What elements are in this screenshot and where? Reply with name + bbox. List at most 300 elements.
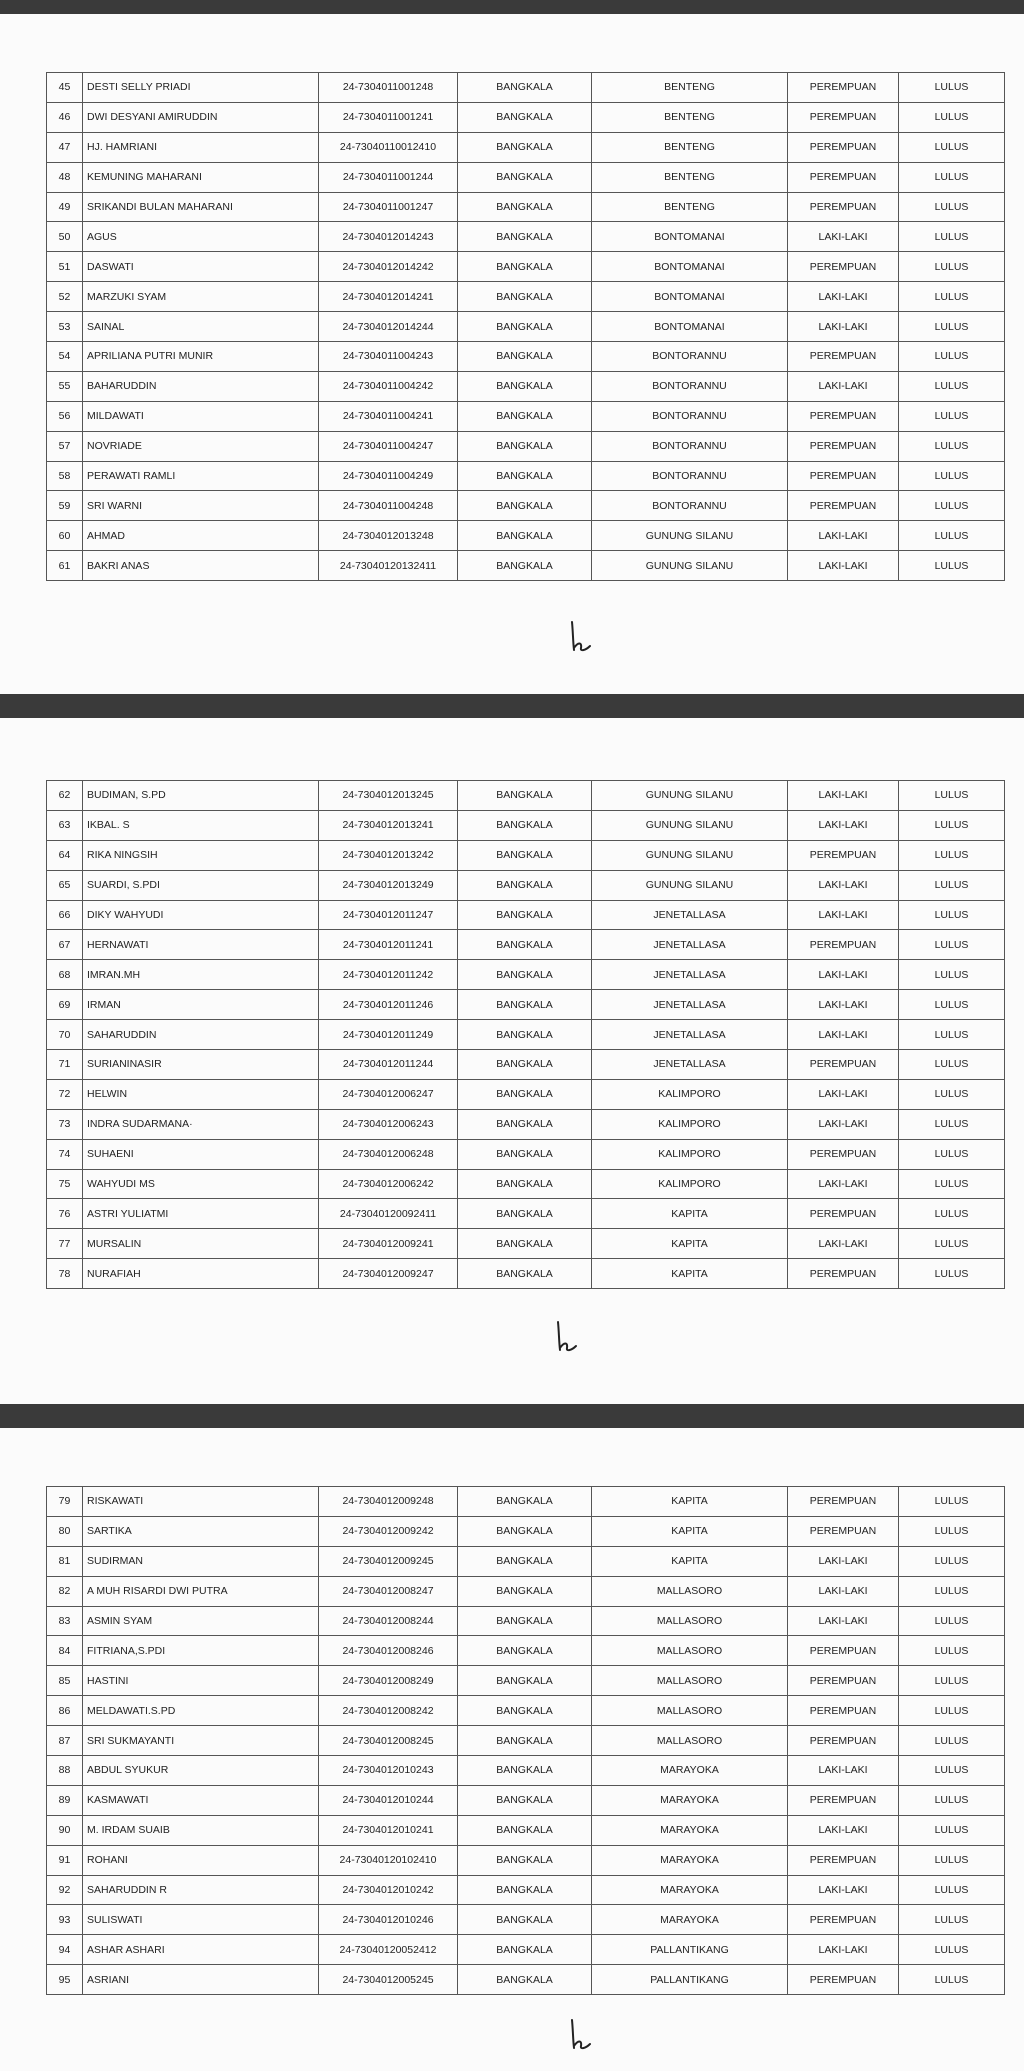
status-cell: LULUS <box>899 1636 1005 1666</box>
gender-cell: PEREMPUAN <box>788 342 899 372</box>
table-row <box>47 1050 1005 1080</box>
table-row <box>47 930 1005 960</box>
participant-name: MILDAWATI <box>83 401 319 431</box>
gender-cell: PEREMPUAN <box>788 1636 899 1666</box>
gender-cell: PEREMPUAN <box>788 1199 899 1229</box>
registration-number: 24-7304012006243 <box>319 1109 458 1139</box>
row-number: 87 <box>47 1726 83 1756</box>
district-cell: BANGKALA <box>458 162 592 192</box>
district-cell: BANGKALA <box>458 1199 592 1229</box>
gender-cell: LAKI-LAKI <box>788 990 899 1020</box>
participant-name: MARZUKI SYAM <box>83 282 319 312</box>
participant-name: WAHYUDI MS <box>83 1169 319 1199</box>
participant-name: RIKA NINGSIH <box>83 840 319 870</box>
row-number: 80 <box>47 1516 83 1546</box>
registration-number: 24-7304012008247 <box>319 1576 458 1606</box>
district-cell: BANGKALA <box>458 1636 592 1666</box>
table-row <box>47 1965 1005 1995</box>
status-cell: LULUS <box>899 1546 1005 1576</box>
row-number: 73 <box>47 1109 83 1139</box>
district-cell: BANGKALA <box>458 431 592 461</box>
registration-number: 24-7304012008246 <box>319 1636 458 1666</box>
status-cell: LULUS <box>899 930 1005 960</box>
table-row <box>47 431 1005 461</box>
table-row <box>47 990 1005 1020</box>
village-cell: BENTENG <box>592 73 788 103</box>
registration-number: 24-7304012014241 <box>319 282 458 312</box>
village-cell: MARAYOKA <box>592 1905 788 1935</box>
table-row <box>47 162 1005 192</box>
participant-name: AHMAD <box>83 521 319 551</box>
participant-table-body <box>47 73 1005 581</box>
registration-number: 24-7304012009245 <box>319 1546 458 1576</box>
registration-number: 24-7304012009242 <box>319 1516 458 1546</box>
status-cell: LULUS <box>899 870 1005 900</box>
status-cell: LULUS <box>899 431 1005 461</box>
registration-number: 24-7304011004242 <box>319 371 458 401</box>
village-cell: BONTORANNU <box>592 401 788 431</box>
status-cell: LULUS <box>899 1050 1005 1080</box>
district-cell: BANGKALA <box>458 1905 592 1935</box>
village-cell: KAPITA <box>592 1259 788 1289</box>
district-cell: BANGKALA <box>458 1815 592 1845</box>
district-cell: BANGKALA <box>458 840 592 870</box>
registration-number: 24-7304012014243 <box>319 222 458 252</box>
table-row <box>47 73 1005 103</box>
registration-number: 24-7304011001247 <box>319 192 458 222</box>
participant-name: SUHAENI <box>83 1139 319 1169</box>
row-number: 94 <box>47 1935 83 1965</box>
table-row <box>47 900 1005 930</box>
status-cell: LULUS <box>899 1785 1005 1815</box>
row-number: 91 <box>47 1845 83 1875</box>
status-cell: LULUS <box>899 1905 1005 1935</box>
participant-name: HELWIN <box>83 1079 319 1109</box>
village-cell: BONTORANNU <box>592 371 788 401</box>
village-cell: JENETALLASA <box>592 960 788 990</box>
district-cell: BANGKALA <box>458 1785 592 1815</box>
district-cell: BANGKALA <box>458 960 592 990</box>
participant-name: SRI WARNI <box>83 491 319 521</box>
district-cell: BANGKALA <box>458 1935 592 1965</box>
row-number: 78 <box>47 1259 83 1289</box>
registration-number: 24-7304012010241 <box>319 1815 458 1845</box>
gender-cell: PEREMPUAN <box>788 1845 899 1875</box>
status-cell: LULUS <box>899 1169 1005 1199</box>
district-cell: BANGKALA <box>458 73 592 103</box>
table-row <box>47 1079 1005 1109</box>
registration-number: 24-7304012011246 <box>319 990 458 1020</box>
status-cell: LULUS <box>899 1109 1005 1139</box>
table-row <box>47 1576 1005 1606</box>
gender-cell: PEREMPUAN <box>788 252 899 282</box>
district-cell: BANGKALA <box>458 900 592 930</box>
table-row <box>47 810 1005 840</box>
registration-number: 24-73040120132411 <box>319 551 458 581</box>
gender-cell: LAKI-LAKI <box>788 1169 899 1199</box>
district-cell: BANGKALA <box>458 1696 592 1726</box>
registration-number: 24-7304011004247 <box>319 431 458 461</box>
row-number: 71 <box>47 1050 83 1080</box>
table-row <box>47 371 1005 401</box>
status-cell: LULUS <box>899 102 1005 132</box>
status-cell: LULUS <box>899 1259 1005 1289</box>
status-cell: LULUS <box>899 1606 1005 1636</box>
gender-cell: LAKI-LAKI <box>788 222 899 252</box>
district-cell: BANGKALA <box>458 990 592 1020</box>
row-number: 51 <box>47 252 83 282</box>
row-number: 59 <box>47 491 83 521</box>
participant-name: HASTINI <box>83 1666 319 1696</box>
gender-cell: LAKI-LAKI <box>788 1606 899 1636</box>
district-cell: BANGKALA <box>458 1259 592 1289</box>
participant-name: SRIKANDI BULAN MAHARANI <box>83 192 319 222</box>
table-row <box>47 1875 1005 1905</box>
row-number: 49 <box>47 192 83 222</box>
village-cell: KALIMPORO <box>592 1079 788 1109</box>
district-cell: BANGKALA <box>458 282 592 312</box>
village-cell: MARAYOKA <box>592 1756 788 1786</box>
table-row <box>47 1546 1005 1576</box>
village-cell: BONTOMANAI <box>592 222 788 252</box>
registration-number: 24-7304011001244 <box>319 162 458 192</box>
village-cell: BENTENG <box>592 162 788 192</box>
participant-name: APRILIANA PUTRI MUNIR <box>83 342 319 372</box>
status-cell: LULUS <box>899 192 1005 222</box>
gender-cell: PEREMPUAN <box>788 1696 899 1726</box>
registration-number: 24-73040110012410 <box>319 132 458 162</box>
row-number: 65 <box>47 870 83 900</box>
district-cell: BANGKALA <box>458 1576 592 1606</box>
table-row <box>47 282 1005 312</box>
village-cell: BONTORANNU <box>592 461 788 491</box>
gender-cell: LAKI-LAKI <box>788 1576 899 1606</box>
status-cell: LULUS <box>899 1229 1005 1259</box>
gender-cell: PEREMPUAN <box>788 1050 899 1080</box>
registration-number: 24-7304012013242 <box>319 840 458 870</box>
participant-name: NOVRIADE <box>83 431 319 461</box>
table-row <box>47 312 1005 342</box>
gender-cell: PEREMPUAN <box>788 1905 899 1935</box>
village-cell: MARAYOKA <box>592 1815 788 1845</box>
status-cell: LULUS <box>899 162 1005 192</box>
registration-number: 24-7304012013245 <box>319 781 458 811</box>
status-cell: LULUS <box>899 1576 1005 1606</box>
status-cell: LULUS <box>899 312 1005 342</box>
row-number: 52 <box>47 282 83 312</box>
table-row <box>47 1666 1005 1696</box>
status-cell: LULUS <box>899 551 1005 581</box>
registration-number: 24-7304012008244 <box>319 1606 458 1636</box>
district-cell: BANGKALA <box>458 1666 592 1696</box>
status-cell: LULUS <box>899 990 1005 1020</box>
gender-cell: LAKI-LAKI <box>788 781 899 811</box>
gender-cell: LAKI-LAKI <box>788 1020 899 1050</box>
gender-cell: LAKI-LAKI <box>788 1756 899 1786</box>
registration-number: 24-7304011004248 <box>319 491 458 521</box>
row-number: 92 <box>47 1875 83 1905</box>
participant-name: DASWATI <box>83 252 319 282</box>
row-number: 88 <box>47 1756 83 1786</box>
table-row <box>47 1169 1005 1199</box>
village-cell: KALIMPORO <box>592 1109 788 1139</box>
participant-name: SAHARUDDIN R <box>83 1875 319 1905</box>
participant-table-body <box>47 781 1005 1289</box>
table-row <box>47 1199 1005 1229</box>
row-number: 45 <box>47 73 83 103</box>
participant-name: RISKAWATI <box>83 1487 319 1517</box>
district-cell: BANGKALA <box>458 1606 592 1636</box>
village-cell: GUNUNG SILANU <box>592 521 788 551</box>
gender-cell: LAKI-LAKI <box>788 1935 899 1965</box>
row-number: 90 <box>47 1815 83 1845</box>
district-cell: BANGKALA <box>458 1487 592 1517</box>
row-number: 68 <box>47 960 83 990</box>
gender-cell: LAKI-LAKI <box>788 1079 899 1109</box>
participant-name: M. IRDAM SUAIB <box>83 1815 319 1845</box>
status-cell: LULUS <box>899 342 1005 372</box>
village-cell: GUNUNG SILANU <box>592 810 788 840</box>
row-number: 58 <box>47 461 83 491</box>
registration-number: 24-7304012006248 <box>319 1139 458 1169</box>
registration-number: 24-7304012013241 <box>319 810 458 840</box>
participant-table <box>46 1486 1005 1995</box>
participant-name: DWI DESYANI AMIRUDDIN <box>83 102 319 132</box>
gender-cell: PEREMPUAN <box>788 1487 899 1517</box>
status-cell: LULUS <box>899 810 1005 840</box>
village-cell: BONTOMANAI <box>592 282 788 312</box>
village-cell: MALLASORO <box>592 1666 788 1696</box>
status-cell: LULUS <box>899 1516 1005 1546</box>
village-cell: BENTENG <box>592 132 788 162</box>
village-cell: BONTOMANAI <box>592 252 788 282</box>
table-row <box>47 1726 1005 1756</box>
paraf-initial-mark <box>566 2018 596 2052</box>
participant-name: IKBAL. S <box>83 810 319 840</box>
table-row <box>47 491 1005 521</box>
table-row <box>47 1516 1005 1546</box>
registration-number: 24-7304012009247 <box>319 1259 458 1289</box>
district-cell: BANGKALA <box>458 461 592 491</box>
district-cell: BANGKALA <box>458 551 592 581</box>
village-cell: MARAYOKA <box>592 1785 788 1815</box>
table-row <box>47 870 1005 900</box>
row-number: 79 <box>47 1487 83 1517</box>
status-cell: LULUS <box>899 461 1005 491</box>
registration-number: 24-73040120052412 <box>319 1935 458 1965</box>
district-cell: BANGKALA <box>458 1546 592 1576</box>
registration-number: 24-7304012008249 <box>319 1666 458 1696</box>
status-cell: LULUS <box>899 1875 1005 1905</box>
table-row <box>47 1696 1005 1726</box>
village-cell: MARAYOKA <box>592 1875 788 1905</box>
district-cell: BANGKALA <box>458 1109 592 1139</box>
participant-name: MELDAWATI.S.PD <box>83 1696 319 1726</box>
gender-cell: PEREMPUAN <box>788 431 899 461</box>
registration-number: 24-7304012006242 <box>319 1169 458 1199</box>
gender-cell: PEREMPUAN <box>788 192 899 222</box>
participant-name: AGUS <box>83 222 319 252</box>
district-cell: BANGKALA <box>458 1845 592 1875</box>
participant-name: BAKRI ANAS <box>83 551 319 581</box>
table-row <box>47 1636 1005 1666</box>
district-cell: BANGKALA <box>458 1516 592 1546</box>
district-cell: BANGKALA <box>458 1050 592 1080</box>
participant-name: SUARDI, S.PDI <box>83 870 319 900</box>
village-cell: JENETALLASA <box>592 1050 788 1080</box>
row-number: 66 <box>47 900 83 930</box>
status-cell: LULUS <box>899 282 1005 312</box>
district-cell: BANGKALA <box>458 491 592 521</box>
table-row <box>47 222 1005 252</box>
status-cell: LULUS <box>899 371 1005 401</box>
row-number: 61 <box>47 551 83 581</box>
village-cell: JENETALLASA <box>592 990 788 1020</box>
village-cell: KAPITA <box>592 1516 788 1546</box>
registration-number: 24-7304012013248 <box>319 521 458 551</box>
village-cell: GUNUNG SILANU <box>592 781 788 811</box>
row-number: 81 <box>47 1546 83 1576</box>
table-row <box>47 192 1005 222</box>
registration-number: 24-7304012011242 <box>319 960 458 990</box>
registration-number: 24-7304012008245 <box>319 1726 458 1756</box>
status-cell: LULUS <box>899 1139 1005 1169</box>
table-row <box>47 1606 1005 1636</box>
participant-name: SARTIKA <box>83 1516 319 1546</box>
row-number: 75 <box>47 1169 83 1199</box>
participant-name: KEMUNING MAHARANI <box>83 162 319 192</box>
village-cell: JENETALLASA <box>592 900 788 930</box>
registration-number: 24-7304012005245 <box>319 1965 458 1995</box>
gender-cell: LAKI-LAKI <box>788 1229 899 1259</box>
row-number: 74 <box>47 1139 83 1169</box>
gender-cell: LAKI-LAKI <box>788 1815 899 1845</box>
district-cell: BANGKALA <box>458 1875 592 1905</box>
participant-name: BUDIMAN, S.PD <box>83 781 319 811</box>
village-cell: KALIMPORO <box>592 1139 788 1169</box>
district-cell: BANGKALA <box>458 312 592 342</box>
participant-name: INDRA SUDARMANA· <box>83 1109 319 1139</box>
gender-cell: PEREMPUAN <box>788 930 899 960</box>
status-cell: LULUS <box>899 1845 1005 1875</box>
participant-name: HERNAWATI <box>83 930 319 960</box>
table-row <box>47 342 1005 372</box>
gender-cell: LAKI-LAKI <box>788 521 899 551</box>
village-cell: KAPITA <box>592 1546 788 1576</box>
gender-cell: PEREMPUAN <box>788 132 899 162</box>
table-row <box>47 1229 1005 1259</box>
district-cell: BANGKALA <box>458 930 592 960</box>
participant-table <box>46 780 1005 1289</box>
registration-number: 24-7304011004243 <box>319 342 458 372</box>
gender-cell: LAKI-LAKI <box>788 1546 899 1576</box>
district-cell: BANGKALA <box>458 870 592 900</box>
participant-name: SAHARUDDIN <box>83 1020 319 1050</box>
row-number: 85 <box>47 1666 83 1696</box>
village-cell: MALLASORO <box>592 1726 788 1756</box>
participant-name: ASHAR ASHARI <box>83 1935 319 1965</box>
gender-cell: LAKI-LAKI <box>788 371 899 401</box>
row-number: 48 <box>47 162 83 192</box>
gender-cell: PEREMPUAN <box>788 1666 899 1696</box>
district-cell: BANGKALA <box>458 222 592 252</box>
participant-name: IMRAN.MH <box>83 960 319 990</box>
document-page-1 <box>0 14 1024 694</box>
status-cell: LULUS <box>899 1020 1005 1050</box>
status-cell: LULUS <box>899 960 1005 990</box>
participant-name: A MUH RISARDI DWI PUTRA <box>83 1576 319 1606</box>
participant-name: BAHARUDDIN <box>83 371 319 401</box>
status-cell: LULUS <box>899 781 1005 811</box>
registration-number: 24-7304012008242 <box>319 1696 458 1726</box>
row-number: 77 <box>47 1229 83 1259</box>
district-cell: BANGKALA <box>458 781 592 811</box>
village-cell: KAPITA <box>592 1229 788 1259</box>
gender-cell: PEREMPUAN <box>788 162 899 192</box>
gender-cell: LAKI-LAKI <box>788 551 899 581</box>
village-cell: BONTORANNU <box>592 491 788 521</box>
participant-name: SULISWATI <box>83 1905 319 1935</box>
gender-cell: PEREMPUAN <box>788 1785 899 1815</box>
district-cell: BANGKALA <box>458 1965 592 1995</box>
registration-number: 24-7304012013249 <box>319 870 458 900</box>
row-number: 60 <box>47 521 83 551</box>
registration-number: 24-7304012010243 <box>319 1756 458 1786</box>
village-cell: GUNUNG SILANU <box>592 551 788 581</box>
table-row <box>47 1487 1005 1517</box>
participant-table-body <box>47 1487 1005 1995</box>
village-cell: BONTOMANAI <box>592 312 788 342</box>
table-row <box>47 960 1005 990</box>
village-cell: MARAYOKA <box>592 1845 788 1875</box>
district-cell: BANGKALA <box>458 1726 592 1756</box>
gender-cell: PEREMPUAN <box>788 1726 899 1756</box>
participant-name: ASTRI YULIATMI <box>83 1199 319 1229</box>
participant-name: SAINAL <box>83 312 319 342</box>
participant-name: NURAFIAH <box>83 1259 319 1289</box>
table-row <box>47 1139 1005 1169</box>
status-cell: LULUS <box>899 222 1005 252</box>
village-cell: PALLANTIKANG <box>592 1935 788 1965</box>
table-row <box>47 1785 1005 1815</box>
row-number: 69 <box>47 990 83 1020</box>
participant-name: DIKY WAHYUDI <box>83 900 319 930</box>
row-number: 54 <box>47 342 83 372</box>
gender-cell: PEREMPUAN <box>788 1516 899 1546</box>
registration-number: 24-7304012011244 <box>319 1050 458 1080</box>
status-cell: LULUS <box>899 1965 1005 1995</box>
table-row <box>47 1020 1005 1050</box>
village-cell: KAPITA <box>592 1487 788 1517</box>
gender-cell: LAKI-LAKI <box>788 1875 899 1905</box>
gender-cell: PEREMPUAN <box>788 102 899 132</box>
registration-number: 24-7304012011249 <box>319 1020 458 1050</box>
village-cell: MALLASORO <box>592 1576 788 1606</box>
village-cell: BENTENG <box>592 192 788 222</box>
table-row <box>47 1259 1005 1289</box>
registration-number: 24-7304012011247 <box>319 900 458 930</box>
gender-cell: LAKI-LAKI <box>788 900 899 930</box>
table-row <box>47 1756 1005 1786</box>
district-cell: BANGKALA <box>458 1229 592 1259</box>
district-cell: BANGKALA <box>458 1079 592 1109</box>
status-cell: LULUS <box>899 401 1005 431</box>
row-number: 46 <box>47 102 83 132</box>
district-cell: BANGKALA <box>458 1169 592 1199</box>
status-cell: LULUS <box>899 252 1005 282</box>
participant-name: ROHANI <box>83 1845 319 1875</box>
status-cell: LULUS <box>899 1726 1005 1756</box>
